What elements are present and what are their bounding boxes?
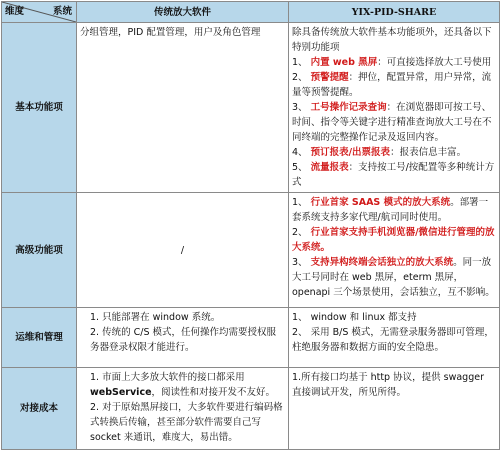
category-cell: 高级功能项 (2, 193, 77, 308)
list-item: 1. 只能部署在 window 系统。 (90, 312, 221, 323)
category-cell: 运维和管理 (2, 308, 77, 368)
yix-cell (289, 308, 500, 368)
list-item: 2. 对于原始黑屏接口，大多软件要进行编码格式转换后传输，甚至部分软件需要自己写 socket 来通讯，难度大，易出错。 (90, 402, 283, 443)
dimension-label: 维度 (5, 6, 25, 17)
traditional-cell: / (77, 193, 289, 308)
yix-cell (289, 193, 500, 308)
feature-item: 2、 预警提醒：押位，配置异常，用户异常，流量等预警提醒。 (292, 72, 492, 98)
feature-item: 4、 预订报表/出票报表：报表信息丰富。 (292, 147, 467, 158)
list-item: 2、 采用 B/S 模式，无需登录服务器即可管理，柱绝服务器和数据方面的安全隐患。 (292, 327, 494, 353)
yix-cell: 1.所有接口均基于 http 协议，提供 swagger 直接调试开发，所见所得。 (289, 368, 500, 450)
system-label: 系统 (52, 6, 72, 17)
list-item: 1. 市面上大多放大软件的接口都采用 webService，阅读性和对接开发不友好。 (90, 372, 276, 398)
comparison-table (1, 1, 500, 450)
feature-item: 2、 行业首家支持手机浏览器/微信进行管理的放大系统。 (292, 227, 495, 253)
category-cell: 基本功能项 (2, 23, 77, 193)
feature-item: 3、 工号操作记录查询：在浏览器即可按工号、时间、指令等关键字进行精准查询放大工号在不同终端的完整操作记录及返回内容。 (292, 102, 492, 143)
column-header-traditional: 传统放大软件 (77, 2, 289, 23)
feature-item: 3、 支持异构终端会话独立的放大系统。同一放大工号同时在 web 黑屏，eterm 黑屏，openapi 三个场景使用，会话独立，互不影响。 (292, 257, 495, 298)
feature-item: 1、 内置 web 黑屏：可直接选择放大工号使用 (292, 57, 492, 68)
yix-cell (289, 23, 500, 193)
table-row-advanced (2, 193, 500, 308)
feature-item: 1、 行业首家 SAAS 模式的放大系统。部署一套系统支持多家代理/航司同时使用。 (292, 197, 489, 223)
traditional-cell (77, 368, 289, 450)
table-row-basic (2, 23, 500, 193)
feature-item: 5、 流量报表：支持按工号/按配置等多种统计方式 (292, 162, 495, 188)
diagonal-header-cell (2, 2, 77, 23)
traditional-cell: 分组管理，PID 配置管理，用户及角色管理 (77, 23, 289, 193)
header-row (2, 2, 500, 23)
category-cell: 对接成本 (2, 368, 77, 450)
table-row-cost (2, 368, 500, 450)
list-item: 1、 window 和 linux 都支持 (292, 312, 417, 323)
intro-text: 除具备传统放大软件基本功能项外，还具备以下特别功能项 (292, 27, 492, 53)
list-item: 2. 传统的 C/S 模式，任何操作均需要授权服务器登录权限才能进行。 (90, 327, 277, 353)
table-row-ops (2, 308, 500, 368)
column-header-yix: YIX-PID-SHARE (289, 2, 500, 23)
traditional-cell (77, 308, 289, 368)
